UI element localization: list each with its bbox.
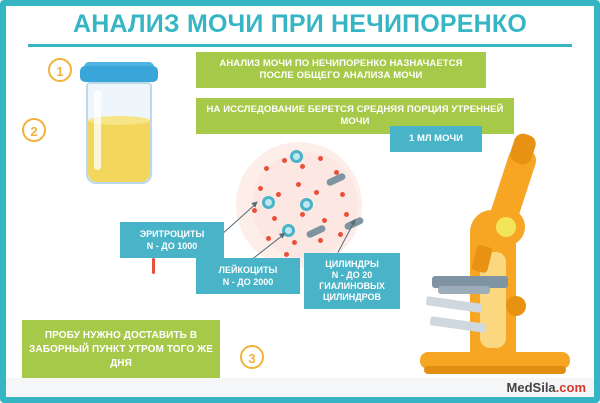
- callout-cylinders: [304, 253, 400, 309]
- erythrocyte-dot: [338, 232, 343, 237]
- erythrocyte-dot: [264, 166, 269, 171]
- callout-leukocytes: [196, 258, 300, 294]
- step-number-2: 2: [22, 118, 46, 142]
- brand-suffix: .com: [555, 380, 586, 395]
- erythrocyte-dot: [292, 240, 297, 245]
- banner-portion: НА ИССЛЕДОВАНИЕ БЕРЕТСЯ СРЕДНЯЯ ПОРЦИЯ УТРЕННЕЙ МОЧИ: [196, 98, 514, 134]
- leukocyte-cell: [300, 198, 313, 211]
- banner-procedure: АНАЛИЗ МОЧИ ПО НЕЧИПОРЕНКО НАЗНАЧАЕТСЯ ПОСЛЕ ОБЩЕГО АНАЛИЗА МОЧИ: [196, 52, 486, 88]
- brand-watermark: [507, 380, 586, 395]
- leukocyte-cell: [290, 150, 303, 163]
- microscope-base-shadow: [424, 366, 566, 374]
- erythrocyte-dot: [322, 218, 327, 223]
- erythrocyte-dot: [282, 158, 287, 163]
- callout-cylinders-line2: N - ДО 20: [331, 270, 373, 280]
- jar-highlight: [94, 90, 101, 170]
- callout-erythrocytes-line2: N - ДО 1000: [146, 241, 198, 251]
- title-divider: [28, 44, 572, 47]
- erythrocyte-dot: [258, 186, 263, 191]
- callout-cylinders-line1: ЦИЛИНДРЫ: [325, 259, 379, 269]
- microscope-focus-knob: [506, 296, 526, 316]
- erythrocyte-dot: [252, 208, 257, 213]
- callout-cylinders-line4: ЦИЛИНДРОВ: [322, 292, 382, 302]
- leukocyte-cell: [262, 196, 275, 209]
- erythrocyte-dot: [340, 192, 345, 197]
- callout-cylinders-line3: ГИАЛИНОВЫХ: [319, 281, 385, 291]
- erythrocyte-dot: [314, 190, 319, 195]
- banner-delivery: ПРОБУ НУЖНО ДОСТАВИТЬ В ЗАБОРНЫЙ ПУНКТ УТРОМ ТОГО ЖЕ ДНЯ: [22, 320, 220, 380]
- callout-volume: 1 МЛ МОЧИ: [390, 126, 482, 152]
- erythrocyte-dot: [300, 164, 305, 169]
- erythrocyte-dot: [272, 216, 277, 221]
- brand-name: MedSila: [506, 380, 556, 395]
- jar-lid-icon: [80, 66, 158, 82]
- erythrocyte-dot: [276, 192, 281, 197]
- erythrocyte-dot: [318, 156, 323, 161]
- erythrocyte-dot: [300, 212, 305, 217]
- erythrocyte-dot: [296, 182, 301, 187]
- erythrocyte-dot: [266, 236, 271, 241]
- callout-erythrocytes: [120, 222, 224, 258]
- erythrocyte-dot: [344, 212, 349, 217]
- erythrocyte-dot: [318, 238, 323, 243]
- page-title: АНАЛИЗ МОЧИ ПРИ НЕЧИПОРЕНКО: [72, 10, 528, 38]
- callout-leukocytes-line2: N - ДО 2000: [222, 277, 274, 287]
- microscope-stage-clip: [438, 286, 490, 294]
- callout-erythrocytes-line1: ЭРИТРОЦИТЫ: [139, 229, 205, 239]
- callout-leukocytes-line1: ЛЕЙКОЦИТЫ: [218, 265, 278, 275]
- step-number-3: 3: [240, 345, 264, 369]
- erythrocyte-dot: [284, 252, 289, 257]
- microscope-lens: [496, 217, 516, 237]
- sample-marker: [152, 258, 155, 274]
- step-number-1: 1: [48, 58, 72, 82]
